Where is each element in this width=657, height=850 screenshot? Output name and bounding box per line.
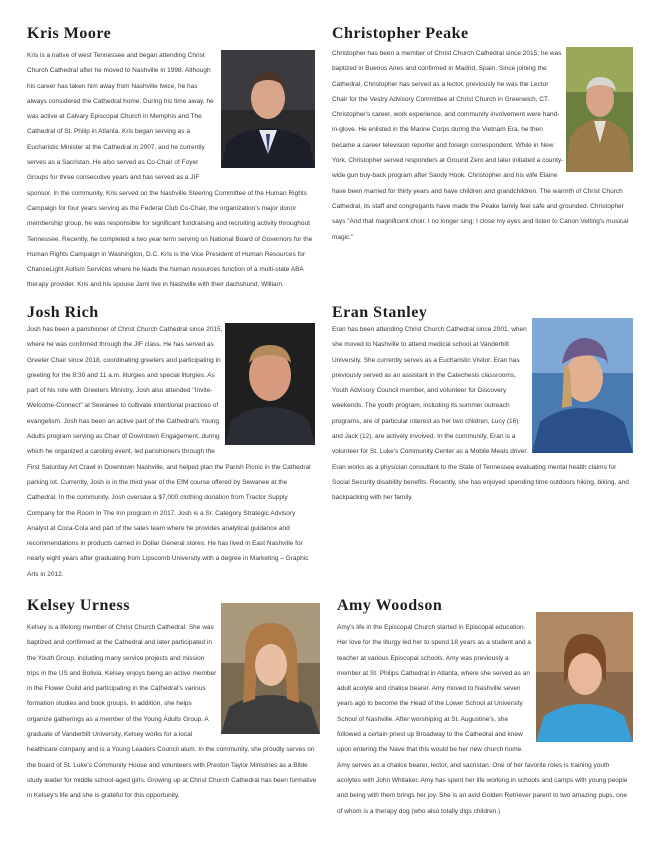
photo-spacer — [223, 322, 315, 449]
bio-text: Eran has been attending Christ Church Cathedral since 2001, when she moved to Nashville to attend medical school at Vanderbilt University. She currently serves as a Eucharistic Visitor. Eran has previously served as an assistant in the Catechesis classrooms, Youth Advisory Council member, and volunteer for Discovery weekends. The youth program, including its summer outreach programs, are of particular interest as her two children, Lucy (16) and Jack (12), are actively involved. In the community, Eran is a volunteer for St. Luke's Community Center as a Mobile Meals driver. Eran works as a physician consultant to the State of Tennessee evaluating mental health claims for Social Security disability benefits. Recently, she has enjoyed spending time outdoors hiking, biking, and backpacking with her family. — [332, 322, 633, 506]
bio-text: Christopher has been a member of Christ Church Cathedral since 2015; he was baptized in Buenos Aires and confirmed in Madrid, Spain. Since joining the Cathedral, Christopher has served as a lector, previously he was the Lector Chair for the Vestry Advisory Committee at Christ Church in Greenwich, CT. Christopher's career, work experience, and community involvement were hand-in-glove. He enlisted in the Marine Corps during the Vietnam Era, he then became a career television reporter and foreign correspondent. While in New York, Christopher served responders at Ground Zero and later initiated a county-wide gun buy-back program after Sandy Hook. Christopher and his wife Elaine have been married for thirty years and have children and grandchildren. The warmth of Christ Church Cathedral, its staff and congregants have made the Peake family feel safe and grounded. Christopher says "And that magnificent choir. I no longer sing; I close my eyes and listen to Canon Velting's musical magic." — [332, 46, 633, 245]
person-name: Josh Rich — [27, 304, 99, 321]
bio-text: Kelsey is a lifelong member of Christ Church Cathedral. She was baptized and confirmed at the Cathedral and later participated in the Youth Group, including many service projects and mission trips in the US and Bolivia. Kelsey enjoys being an active member in the Flower Guild and participating in the Cathedral's various formation studies and book groups. In addition, she helps organize gatherings as a member of the Young Adults Group. A graduate of Vanderbilt University, Kelsey works for a local healthcare company and is a Young Leaders Council alum. In the community, she proudly serves on the board of St. Luke's Community House and volunteers with Preston Taylor Ministries as a Bible study leader for middle school-aged girls. Growing up at Christ Church Cathedral has been formative in Kelsey's life and she is grateful for this opportunity. — [27, 620, 320, 804]
person-name: Kelsey Urness — [27, 597, 130, 614]
photo-spacer — [564, 46, 633, 176]
photo-spacer — [217, 620, 320, 738]
bio-text: Kris is a native of west Tennessee and began attending Christ Church Cathedral after he moved to Nashville in 1998. Although his career has taken him away from Nashville twice, he has always considered the Cathedral home. During his time away, he was active at Calvary Episcopal Church in Memphis and The Cathedral of St. Philip in Atlanta. Kris began serving as a Eucharistic Minister at the Cathedral in 2007, and he currently serves as a Sacristan. He also served as Co-Chair of Foyer Groups for three consecutive years and has served as a JIF sponsor. In the community, Kris served on the Nashville Steering Committee of the Human Rights Campaign for four years serving as the Federal Club Co-Chair, the organization's major donor membership group, he was responsible for significant fundraising and recruiting activity throughout Tennessee. Recently, he completed a two year term serving on National Board of Governors for the Human Rights Campaign in Washington, D.C. Kris is the Vice President of Human Resources for ChanceLight Autism Services where he leads the human resources function of a multi-state ABA therapy provider. Kris and his spouse Jami live in Nashville with their dachshund, William. — [27, 48, 315, 293]
person-name: Amy Woodson — [337, 597, 443, 614]
bio-text: Amy's life in the Episcopal Church started in Episcopal education. Her love for the liturgy led her to spend 18 years as a student and a teacher at various Episcopal schools. Amy was previously a member at St. Philips Cathedral in Atlanta, where she served as an adult acolyte and chalice bearer. Amy moved to Nashville seven years ago to become the Head of the Lower School at University School of Nashville. After worshiping at St. Augustine's, she followed a certain priest up Broadway to the Cathedral and knew upon entering the Nave that this would be her new church home. Amy serves as a chalice bearer, lector, and sacristan. One of her favorite roles is training youth acolytes with John Whitaker. Amy has spent her life working in schools and camps with young people and being with them brings her joy. She is an avid Golden Retriever parent to two amazing pups, one of whom is a therapy dog (who also totally digs children.) — [337, 620, 633, 819]
photo-spacer — [217, 48, 315, 172]
person-name: Kris Moore — [27, 25, 112, 42]
person-name: Eran Stanley — [332, 304, 428, 321]
bio-text: Josh has been a parishioner of Christ Church Cathedral since 2015, where he was confirmed through the JIF class. He has served as Greeter Chair since 2018, coordinating greeters and participating in greeting for the 8:30 and 11 a.m. liturgies and special liturgies. As part of his role with Greeters Ministry, Josh also attended "Invite-Welcome-Connect" at Sewanee to cultivate intentional practices of evangelism. Josh has been an active part of the Cathedral's Young Adults program serving as Chair of Downtown Engagement, during which he organized a caroling event, led parishioners through the First Saturday Art Crawl in Downtown Nashville, and helped plan the Parish Picnic in the Cathedral parking lot. Currently, Josh is in the third year of the EfM course offered by Sewanee at the Cathedral. In the community, Josh oversaw a $7,000 clothing donation from Tractor Supply Company for the Room In The Inn program in 2017. Josh is a Sr. Category Strategic Advisory Analyst at Coca-Cola and part of the sales team where he provides analytical guidance and recommendations in products carried in Dollar General stores. He has lived in East Nashville for nearly eight years after graduating from Lipscomb University with a degree in Marketing – Graphic Arts in 2012. — [27, 322, 315, 582]
photo-spacer — [533, 620, 633, 746]
person-name: Christopher Peake — [332, 25, 469, 42]
photo-spacer — [528, 322, 633, 457]
